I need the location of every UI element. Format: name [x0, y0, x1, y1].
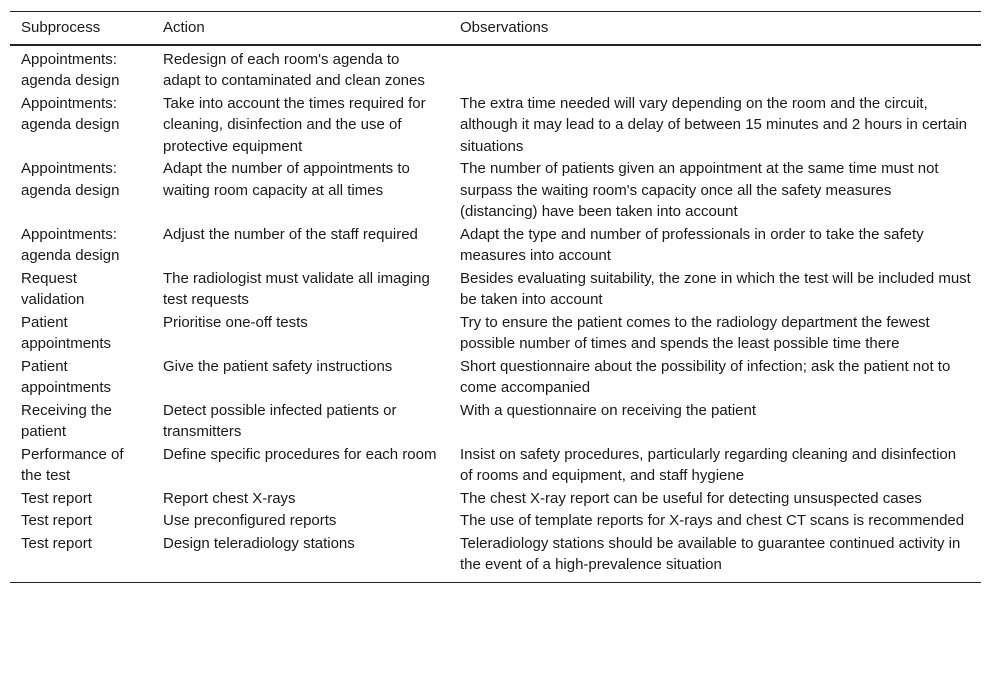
table-row [10, 224, 981, 268]
cell-action: Detect possible infected patients or transmitters [163, 401, 397, 440]
cell-observations: The number of patients given an appointment at the same time must not surpass the waiting room's capacity once all the safety measures (distancing) have been taken into account [460, 160, 939, 220]
cell-action: Adjust the number of the staff required [163, 225, 418, 243]
table-header [10, 12, 981, 45]
cell-observations: With a questionnaire on receiving the patient [460, 401, 757, 419]
cell-action: Give the patient safety instructions [163, 357, 393, 375]
header-subprocess: Subprocess [21, 19, 101, 36]
cell-observations: Teleradiology stations should be available to guarantee continued activity in the event of a high-prevalence situation [460, 534, 961, 573]
cell-observations: The extra time needed will vary depending on the room and the circuit, although it may lead to a delay of between 15 minutes and 2 hours in certain situations [460, 94, 967, 155]
cell-subprocess: Test report [21, 489, 92, 507]
cell-action: Use preconfigured reports [163, 512, 337, 529]
cell-subprocess: Receiving the patient [21, 401, 112, 440]
header-action: Action [163, 19, 205, 36]
table-row [10, 268, 981, 312]
cell-observations: Besides evaluating suitability, the zone in which the test will be included must be taken into account [460, 269, 971, 308]
cell-action: Take into account the times required for cleaning, disinfection and the use of protective equipment [163, 94, 426, 155]
table-row [10, 510, 981, 533]
table-container [10, 11, 981, 583]
cell-subprocess: Performance of the test [21, 445, 124, 484]
cell-action: The radiologist must validate all imaging test requests [163, 269, 430, 308]
cell-observations: The chest X-ray report can be useful for detecting unsuspected cases [460, 489, 922, 507]
cell-subprocess: Appointments: agenda design [21, 225, 120, 264]
cell-observations [449, 45, 981, 93]
cell-action: Define specific procedures for each room [163, 445, 437, 463]
cell-observations: The use of template reports for X-rays and chest CT scans is recommended [460, 512, 965, 529]
table-row [10, 45, 981, 93]
cell-subprocess: Test report [21, 534, 92, 552]
cell-subprocess: Patient appointments [21, 313, 112, 352]
table-row [10, 312, 981, 356]
cell-subprocess: Appointments: agenda design [21, 160, 120, 199]
table-row [10, 93, 981, 159]
cell-action: Adapt the number of appointments to waiting room capacity at all times [163, 160, 410, 199]
table-row [10, 444, 981, 488]
cell-action: Report chest X-rays [163, 489, 296, 507]
table-row [10, 400, 981, 444]
table-row [10, 158, 981, 224]
cell-observations: Try to ensure the patient comes to the radiology department the fewest possible number of times and spends the least possible time there [460, 313, 930, 352]
cell-action: Prioritise one-off tests [163, 313, 308, 331]
cell-subprocess: Patient appointments [21, 357, 112, 396]
cell-subprocess: Test report [21, 512, 92, 529]
table-row [10, 488, 981, 511]
cell-observations: Adapt the type and number of professionals in order to take the safety measures into account [460, 225, 924, 264]
cell-action: Redesign of each room's agenda to adapt to contaminated and clean zones [163, 50, 425, 89]
header-row [10, 12, 981, 45]
table-body [10, 45, 981, 583]
cell-observations: Short questionnaire about the possibility of infection; ask the patient not to come accompanied [460, 357, 951, 396]
cell-subprocess: Request validation [21, 269, 85, 308]
cell-action: Design teleradiology stations [163, 534, 355, 552]
table-row [10, 356, 981, 400]
cell-observations: Insist on safety procedures, particularly regarding cleaning and disinfection of rooms and equipment, and staff hygiene [460, 445, 957, 484]
table-row [10, 533, 981, 583]
data-table [10, 11, 981, 583]
header-observations: Observations [460, 19, 549, 36]
cell-subprocess: Appointments: agenda design [21, 94, 120, 133]
cell-subprocess: Appointments: agenda design [21, 50, 120, 89]
